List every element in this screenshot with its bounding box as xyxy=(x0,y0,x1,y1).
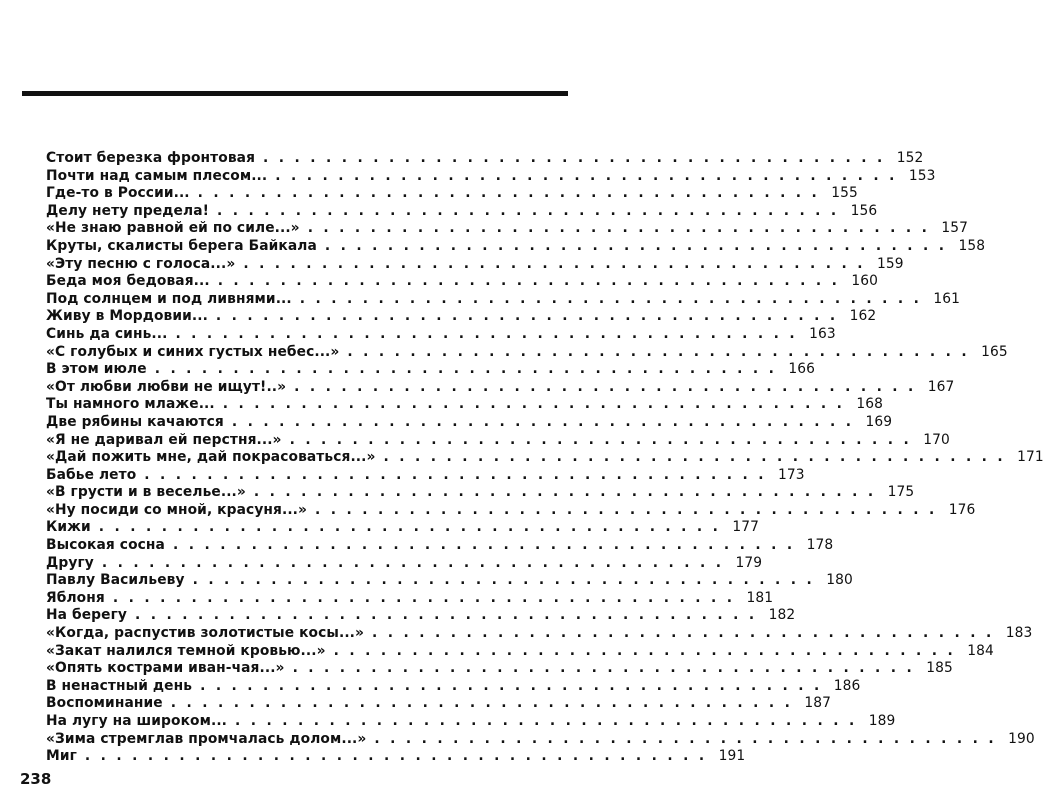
toc-entry-page: 181 xyxy=(746,589,774,606)
toc-entry-title: Делу нету предела! xyxy=(46,202,210,219)
toc-entry-page: 158 xyxy=(958,237,986,254)
toc-entry-title: На лугу на широком... xyxy=(46,713,228,729)
toc-leader-dots: ........................................ xyxy=(135,607,765,624)
toc-entry xyxy=(46,255,904,274)
toc-leader-dots: ........................................ xyxy=(243,255,873,272)
toc-entry-title: Воспоминание xyxy=(46,695,163,712)
toc-entry-page: 156 xyxy=(850,202,878,219)
toc-leader-dots: ........................................ xyxy=(315,501,945,518)
toc-entry-page: 168 xyxy=(856,396,884,413)
toc-leader-dots: ........................................ xyxy=(215,308,846,325)
toc-leader-dots: ........................................ xyxy=(292,660,923,677)
toc-entry-page: 189 xyxy=(868,713,896,729)
toc-leader-dots: ........................................ xyxy=(112,589,743,606)
top-rule xyxy=(22,91,568,96)
toc-entry-title: Круты, скалисты берега Байкала xyxy=(46,237,317,254)
toc-entry-title: «С голубых и синих густых небес...» xyxy=(46,343,340,360)
toc-entry-page: 184 xyxy=(967,642,994,659)
toc-entry xyxy=(46,290,961,309)
toc-entry-page: 159 xyxy=(876,255,904,272)
toc-entry xyxy=(46,642,994,661)
toc-leader-dots: ........................................ xyxy=(307,220,938,237)
toc-entry-page: 153 xyxy=(908,167,936,184)
toc-entry xyxy=(46,572,853,590)
toc-leader-dots: ........................................ xyxy=(383,449,1014,466)
toc-entry-title: «Опять кострами иван-чая...» xyxy=(46,660,285,677)
toc-leader-dots: ........................................ xyxy=(170,695,801,712)
toc-leader-dots: ........................................ xyxy=(275,167,905,184)
toc-entry xyxy=(46,519,760,537)
toc-entry-page: 185 xyxy=(926,660,953,677)
toc-entry xyxy=(46,554,763,573)
toc-entry-title: «От любви любви не ищут!..» xyxy=(46,378,287,395)
toc-entry xyxy=(46,589,774,608)
toc-entry-title: Где-то в России... xyxy=(46,185,190,202)
toc-entry-page: 167 xyxy=(927,378,955,395)
toc-entry xyxy=(46,449,1044,467)
toc-entry-title: В ненастный день xyxy=(46,677,193,694)
toc-entry-title: «Я не даривал ей перстня...» xyxy=(46,431,282,448)
toc-entry xyxy=(46,466,805,485)
toc-leader-dots: ........................................ xyxy=(289,431,920,448)
toc-leader-dots: ........................................ xyxy=(263,150,893,166)
page-number: 238 xyxy=(20,770,52,788)
toc-entry-page: 183 xyxy=(1005,625,1033,642)
toc-entry-page: 162 xyxy=(849,308,877,325)
toc-leader-dots: ........................................ xyxy=(231,413,862,430)
toc-entry-page: 179 xyxy=(735,554,763,571)
toc-entry-page: 187 xyxy=(804,695,832,712)
toc-entry xyxy=(46,713,896,731)
toc-entry-title: «Не знаю равной ей по силе...» xyxy=(46,220,300,237)
toc-entry xyxy=(46,695,832,713)
toc-entry-page: 173 xyxy=(777,466,805,483)
toc-entry xyxy=(46,748,746,766)
toc-leader-dots: ........................................ xyxy=(347,343,978,360)
toc-entry-title: Кижи xyxy=(46,519,91,536)
toc-entry-title: «В грусти и в веселье...» xyxy=(46,484,246,501)
toc-entry-title: Яблоня xyxy=(46,589,105,606)
toc-entry-title: Под солнцем и под ливнями... xyxy=(46,290,292,307)
toc-entry-page: 163 xyxy=(809,325,836,342)
toc-entry-title: «Когда, распустив золотистые косы...» xyxy=(46,625,365,642)
toc-entry-page: 178 xyxy=(806,537,834,554)
toc-leader-dots: ........................................ xyxy=(222,396,853,413)
toc-entry-title: Павлу Васильеву xyxy=(46,572,185,589)
toc-leader-dots: ........................................ xyxy=(101,554,732,571)
toc-entry-page: 166 xyxy=(788,361,815,378)
toc-entry-page: 170 xyxy=(923,431,950,448)
toc-entry xyxy=(46,237,986,256)
toc-entry xyxy=(46,167,936,186)
toc-entry-page: 152 xyxy=(896,150,924,166)
toc-entry-page: 186 xyxy=(833,677,861,694)
toc-entry xyxy=(46,625,1033,643)
toc-entry-page: 160 xyxy=(851,273,878,290)
toc-entry-title: Синь да синь... xyxy=(46,325,168,342)
toc-entry xyxy=(46,677,861,696)
toc-leader-dots: ........................................ xyxy=(294,378,924,395)
toc-leader-dots: ........................................ xyxy=(98,519,729,536)
toc-entry-title: «Дай пожить мне, дай покрасоваться...» xyxy=(46,449,376,466)
toc-entry xyxy=(46,730,1035,749)
toc-entry xyxy=(46,607,796,625)
toc-entry-page: 169 xyxy=(865,413,893,430)
toc-entry xyxy=(46,273,878,291)
toc-leader-dots: ........................................ xyxy=(372,625,1002,642)
toc-entry-title: Почти над самым плесом... xyxy=(46,167,268,184)
toc-entry-title: В этом июле xyxy=(46,361,147,378)
toc-entry xyxy=(46,660,953,678)
toc-entry xyxy=(46,343,1008,362)
toc-entry-page: 157 xyxy=(941,220,968,237)
toc-entry-title: «Закат налился темной кровью...» xyxy=(46,642,326,659)
table-of-contents xyxy=(46,150,1044,766)
toc-entry-title: Беда моя бедовая... xyxy=(46,273,210,290)
toc-entry-page: 155 xyxy=(831,185,858,202)
toc-entry xyxy=(46,537,834,555)
toc-leader-dots: ........................................ xyxy=(374,730,1005,747)
toc-entry xyxy=(46,484,915,502)
toc-leader-dots: ........................................ xyxy=(192,572,823,589)
toc-entry-title: Стоит березка фронтовая xyxy=(46,150,256,166)
toc-leader-dots: ........................................ xyxy=(253,484,884,501)
toc-leader-dots: ........................................ xyxy=(154,361,785,378)
toc-entry xyxy=(46,185,858,203)
toc-leader-dots: ........................................ xyxy=(84,748,715,765)
toc-entry xyxy=(46,202,878,221)
toc-entry-title: Бабье лето xyxy=(46,466,137,483)
toc-entry-title: «Эту песню с голоса...» xyxy=(46,255,236,272)
toc-leader-dots: ........................................ xyxy=(200,677,830,694)
toc-leader-dots: ........................................ xyxy=(299,290,930,307)
toc-entry-page: 171 xyxy=(1017,449,1044,466)
toc-entry-title: «Зима стремглав промчалась долом...» xyxy=(46,730,367,747)
toc-leader-dots: ........................................ xyxy=(175,325,806,342)
toc-leader-dots: ........................................ xyxy=(333,642,964,659)
toc-entry xyxy=(46,361,815,379)
toc-entry-title: Миг xyxy=(46,748,77,765)
toc-entry-title: Две рябины качаются xyxy=(46,413,224,430)
toc-entry xyxy=(46,220,968,238)
toc-leader-dots: ........................................ xyxy=(324,237,955,254)
toc-entry-title: Другу xyxy=(46,554,94,571)
toc-leader-dots: ........................................ xyxy=(217,273,848,290)
toc-leader-dots: ........................................ xyxy=(144,466,774,483)
toc-entry-page: 175 xyxy=(887,484,915,501)
toc-entry-title: Высокая сосна xyxy=(46,537,165,554)
toc-entry-page: 161 xyxy=(933,290,961,307)
toc-leader-dots: ........................................ xyxy=(217,202,847,219)
toc-entry xyxy=(46,501,976,520)
toc-entry xyxy=(46,413,893,432)
toc-entry-page: 191 xyxy=(718,748,746,765)
toc-entry xyxy=(46,396,884,414)
toc-entry-title: «Ну посиди со мной, красуня...» xyxy=(46,501,308,518)
toc-entry-title: Живу в Мордовии... xyxy=(46,308,208,325)
toc-entry-page: 180 xyxy=(826,572,853,589)
toc-entry-page: 190 xyxy=(1008,730,1035,747)
toc-entry xyxy=(46,150,924,168)
toc-entry-title: На берегу xyxy=(46,607,127,624)
toc-entry-page: 177 xyxy=(732,519,760,536)
toc-entry-page: 176 xyxy=(948,501,976,518)
toc-entry xyxy=(46,308,877,326)
toc-entry-page: 165 xyxy=(981,343,1008,360)
toc-leader-dots: ........................................ xyxy=(172,537,803,554)
toc-entry xyxy=(46,325,836,344)
toc-entry xyxy=(46,431,950,450)
toc-entry-page: 182 xyxy=(768,607,796,624)
toc-leader-dots: ........................................ xyxy=(197,185,828,202)
toc-leader-dots: ........................................ xyxy=(235,713,865,729)
toc-entry-title: Ты намного млаже... xyxy=(46,396,215,413)
toc-entry xyxy=(46,378,955,397)
